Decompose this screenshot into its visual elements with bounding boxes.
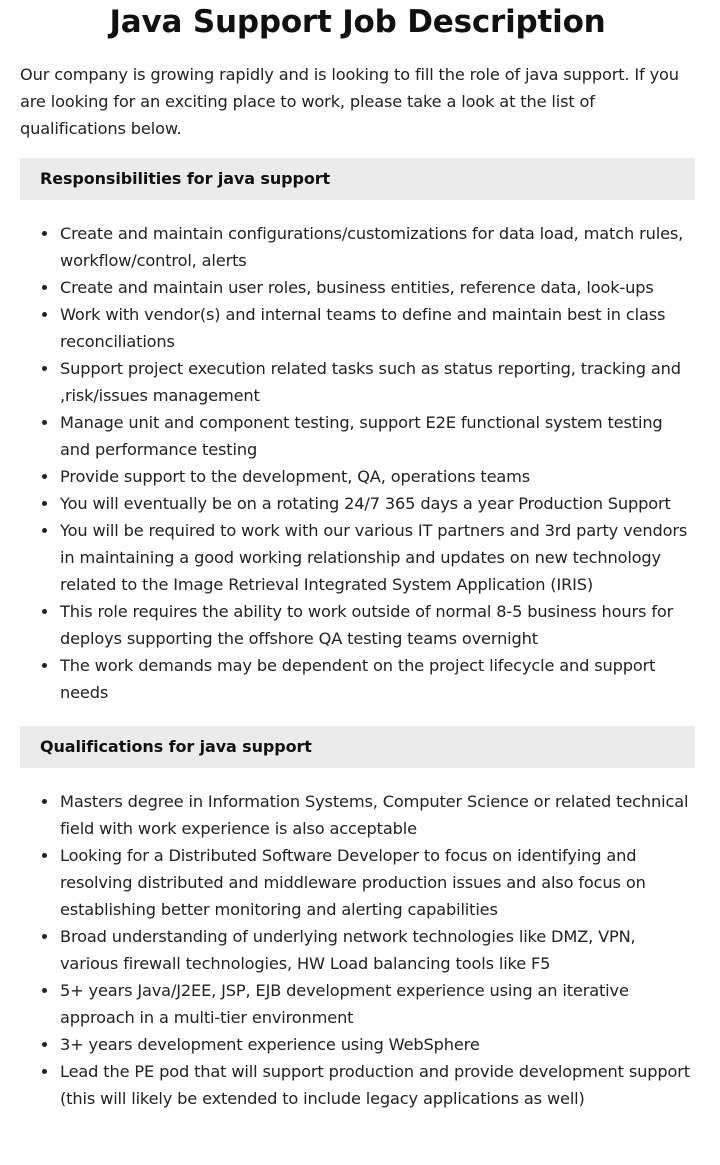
list-item: Support project execution related tasks such as status reporting, tracking and ,risk/issues management	[60, 355, 695, 409]
list-item: The work demands may be dependent on the project lifecycle and support needs	[60, 652, 695, 706]
list-item: Masters degree in Information Systems, Computer Science or related technical field with work experience is also acceptable	[60, 788, 695, 842]
list-item: Lead the PE pod that will support production and provide development support (this will likely be extended to include legacy applications as well)	[60, 1058, 695, 1112]
responsibilities-list	[20, 220, 695, 706]
list-item: Looking for a Distributed Software Developer to focus on identifying and resolving distributed and middleware production issues and also focus on establishing better monitoring and alerting capabilities	[60, 842, 695, 923]
list-item: Broad understanding of underlying network technologies like DMZ, VPN, various firewall technologies, HW Load balancing tools like F5	[60, 923, 695, 977]
list-item: You will eventually be on a rotating 24/7 365 days a year Production Support	[60, 490, 695, 517]
list-item: Create and maintain user roles, business entities, reference data, look-ups	[60, 274, 695, 301]
list-item: Create and maintain configurations/customizations for data load, match rules, workflow/control, alerts	[60, 220, 695, 274]
list-item: Manage unit and component testing, support E2E functional system testing and performance testing	[60, 409, 695, 463]
intro-paragraph: Our company is growing rapidly and is looking to fill the role of java support. If you are looking for an exciting place to work, please take a look at the list of qualifications below.	[20, 65, 679, 138]
qualifications-heading: Qualifications for java support	[20, 726, 695, 768]
list-item: You will be required to work with our various IT partners and 3rd party vendors in maintaining a good working relationship and updates on new technology related to the Image Retrieval Integrated System Application (IRIS)	[60, 517, 695, 598]
list-item: 3+ years development experience using WebSphere	[60, 1031, 695, 1058]
list-item: 5+ years Java/J2EE, JSP, EJB development experience using an iterative approach in a multi-tier environment	[60, 977, 695, 1031]
page-title: Java Support Job Description	[109, 4, 606, 40]
list-item: Work with vendor(s) and internal teams to define and maintain best in class reconciliations	[60, 301, 695, 355]
responsibilities-heading: Responsibilities for java support	[20, 158, 695, 200]
qualifications-list	[20, 788, 695, 1112]
list-item: Provide support to the development, QA, operations teams	[60, 463, 695, 490]
list-item: This role requires the ability to work outside of normal 8-5 business hours for deploys supporting the offshore QA testing teams overnight	[60, 598, 695, 652]
